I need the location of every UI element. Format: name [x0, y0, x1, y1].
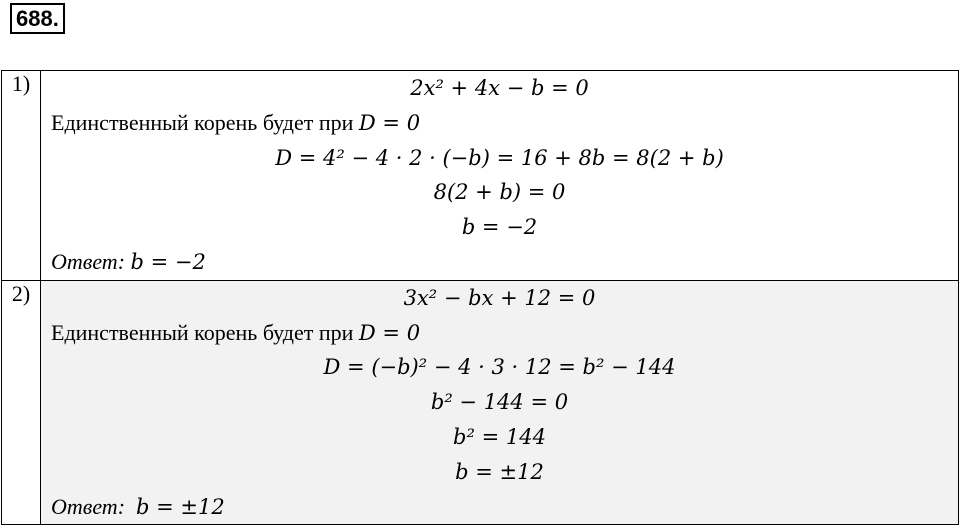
- math-expression: D = 0: [358, 320, 421, 345]
- equation-line: [41, 210, 958, 245]
- solution-row: [2, 71, 959, 281]
- statement-text: Единственный корень будет при: [51, 319, 359, 345]
- text-line: [41, 316, 958, 351]
- math-expression: 8(2 + b) = 0: [433, 180, 566, 205]
- math-expression: b = −2: [130, 249, 206, 274]
- math-expression: 3x² − bx + 12 = 0: [403, 285, 596, 310]
- math-expression: 2x² + 4x − b = 0: [410, 76, 589, 100]
- math-expression: D = 4² − 4 · 2 · (−b) = 16 + 8b = 8(2 + b): [275, 145, 724, 170]
- solutions-table-body: [2, 71, 959, 525]
- answer-line: [41, 245, 958, 280]
- text-line: [41, 106, 958, 141]
- equation-line: [41, 281, 958, 316]
- equation-line: [41, 420, 958, 455]
- solution-body: [41, 71, 959, 281]
- equation-line: [41, 385, 958, 420]
- math-expression: b² − 144 = 0: [430, 390, 569, 415]
- math-expression: b² = 144: [453, 424, 546, 449]
- solutions-table: [1, 70, 959, 525]
- answer-label: Ответ:: [51, 493, 137, 519]
- answer-line: [41, 490, 958, 525]
- answer-label: Ответ:: [51, 248, 131, 274]
- equation-line: [41, 350, 958, 385]
- equation-line: [41, 455, 958, 490]
- math-expression: D = (−b)² − 4 · 3 · 12 = b² − 144: [323, 355, 676, 380]
- math-expression: b = −2: [461, 215, 538, 240]
- task-number: 688.: [10, 3, 65, 34]
- solution-body: [41, 280, 959, 525]
- equation-line: [41, 71, 958, 106]
- equation-line: [41, 175, 958, 210]
- equation-line: [41, 141, 958, 176]
- solution-row: [2, 280, 959, 525]
- statement-text: Единственный корень будет при: [51, 109, 359, 135]
- item-number: 2): [2, 280, 41, 525]
- math-expression: D = 0: [358, 110, 421, 135]
- item-number: 1): [2, 71, 41, 281]
- math-expression: b = ±12: [136, 494, 225, 519]
- math-expression: b = ±12: [455, 459, 544, 484]
